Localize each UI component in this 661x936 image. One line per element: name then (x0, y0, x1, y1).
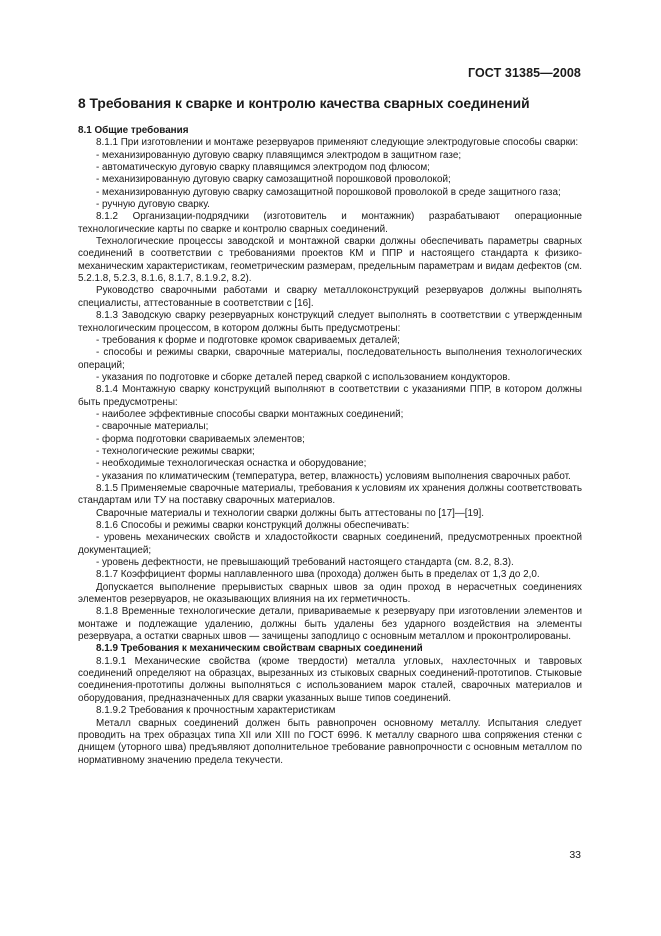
page-number: 33 (569, 849, 581, 861)
list-item: - уровень механических свойств и хладостойкости сварных соединений, предусмотренных проектной документацией; (78, 532, 582, 556)
list-item: - механизированную дуговую сварку плавящимся электродом в защитном газе; (96, 149, 462, 161)
paragraph: Руководство сварочными работами и сварку металлоконструкций резервуаров должны выполнять специалисты, аттестованные в соответствии с [16]. (78, 285, 582, 309)
list-item: - технологические режимы сварки; (96, 445, 255, 457)
list-item: - наиболее эффективные способы сварки монтажных соединений; (96, 408, 404, 420)
list-item: - необходимые технологическая оснастка и оборудование; (96, 458, 367, 470)
paragraph: 8.1.4 Монтажную сварку конструкций выполняют в соответствии с указаниями ППР, в котором должны быть предусмотрены: (78, 384, 582, 408)
body-text (78, 125, 582, 767)
paragraph: 8.1.1 При изготовлении и монтаже резервуаров применяют следующие электродуговые способы сварки: (96, 137, 579, 149)
list-item: - механизированную дуговую сварку самозащитной порошковой проволокой; (96, 174, 451, 186)
paragraph: Технологические процессы заводской и монтажной сварки должны обеспечивать параметры сварных соединений в соответствии с требованиями проектов КМ и ППР и настоящего стандарта к физико-механическим характеристикам, геометрическим размерам, предельным параметрам и видам дефектов (см. 5.2.1.8, 5.2.3, 8.1.6, 8.1.7, 8.1.9.2, 8.2). (78, 236, 582, 285)
list-item: - указания по климатическим (температура, ветер, влажность) условиям выполнения сварочных работ. (96, 470, 571, 482)
paragraph: 8.1.6 Способы и режимы сварки конструкций должны обеспечивать: (96, 520, 410, 531)
paragraph: 8.1.9.2 Требования к прочностным характеристикам (96, 705, 336, 717)
paragraph: 8.1.2 Организации-подрядчики (изготовитель и монтажник) разрабатывают операционные технологические карты по сварке и контролю сварных соединений. (78, 211, 582, 235)
paragraph: 8.1.5 Применяемые сварочные материалы, требования к условиям их хранения должны соответствовать стандартам или ТУ на поставку сварочных материалов. (78, 482, 582, 507)
list-item: - форма подготовки свариваемых элементов; (96, 433, 305, 445)
list-item: - способы и режимы сварки, сварочные материалы, последовательность выполнения технологических операций; (78, 347, 582, 371)
list-item: - требования к форме и подготовке кромок свариваемых деталей; (96, 334, 400, 346)
paragraph: 8.1.8 Временные технологические детали, привариваемые к резервуару при изготовлении элементов и монтаже и подлежащие удалению, должны быть удалены без ударного воздействия на элементы резервуара, а остатки сварных швов — зачищены заподлицо с основным металлом и проконтролированы. (78, 606, 582, 643)
paragraph: Металл сварных соединений должен быть равнопрочен основному металлу. Испытания следует проводить на трех образцах типа XII или XIII по ГОСТ 6996. К металлу сварного шва сопряжения стенки с днищем (уторного шва) предъявляют дополнительное требование равнопрочности с основным металлом по нормативному значению предела текучести. (78, 717, 582, 766)
paragraph: Допускается выполнение прерывистых сварных швов за один проход в нерасчетных соединениях элементов резервуаров, не оказывающих влияния на их герметичность. (78, 581, 582, 606)
list-item: - автоматическую дуговую сварку плавящимся электродом под флюсом; (96, 162, 430, 174)
list-item: - сварочные материалы; (96, 421, 209, 433)
page-content (78, 95, 582, 767)
paragraph: Сварочные материалы и технологии сварки должны быть аттестованы по [17]—[19]. (96, 507, 484, 519)
document-header: ГОСТ 31385—2008 (467, 66, 581, 80)
subsection-heading: 8.1.9 Требования к механическим свойствам сварных соединений (96, 643, 423, 655)
list-item: - ручную дуговую сварку. (96, 199, 210, 211)
paragraph: 8.1.3 Заводскую сварку резервуарных конструкций следует выполнять в соответствии с утвержденным технологическим процессом, в котором должны быть предусмотрены: (78, 310, 582, 334)
list-item: - механизированную дуговую сварку самозащитной порошковой проволокой в среде защитного газа; (96, 186, 561, 198)
paragraph: 8.1.9.1 Механические свойства (кроме твердости) металла угловых, нахлесточных и тавровых соединений определяют на образцах, вырезанных из стыковых сварных соединений-прототипов. Стыковые соединения-прототипы должны выполняться с использованием марок сталей, сварочных материалов и оборудования, предназначенных для сварки указанных выше типов соединений. (78, 655, 582, 704)
subsection-heading: 8.1 Общие требования (78, 125, 189, 136)
list-item: - уровень дефектности, не превышающий требований настоящего стандарта (см. 8.2, 8.3). (96, 557, 514, 569)
paragraph: 8.1.7 Коэффициент формы наплавленного шва (прохода) должен быть в пределах от 1,3 до 2,0. (96, 569, 540, 581)
list-item: - указания по подготовке и сборке деталей перед сваркой с использованием кондукторов. (96, 371, 511, 383)
section-title: 8 Требования к сварке и контролю качества сварных соединений (78, 96, 530, 111)
